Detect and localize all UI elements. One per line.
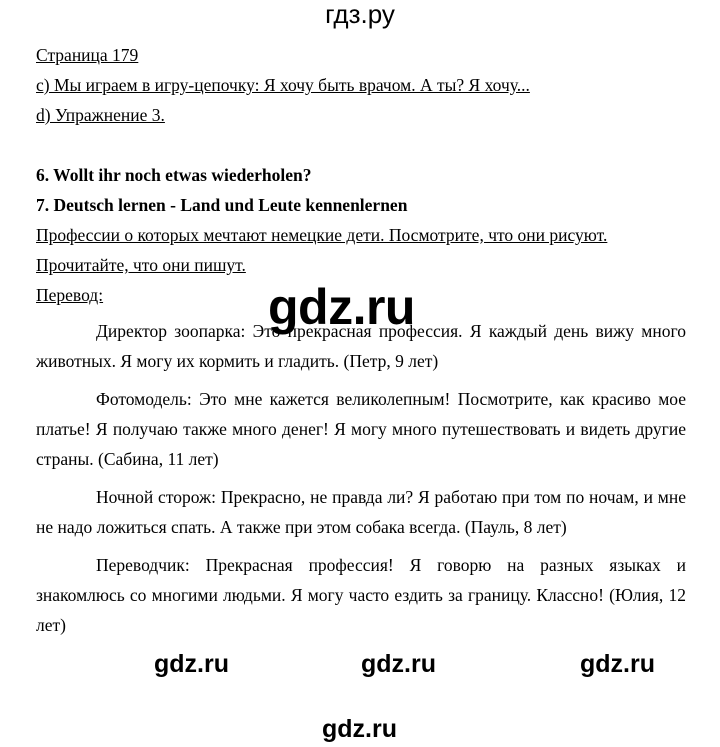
heading-6: 6. Wollt ihr noch etwas wiederholen? (36, 165, 312, 185)
heading-7: 7. Deutsch lernen - Land und Leute kennenlernen (36, 195, 408, 215)
watermark-center: gdz.ru (268, 279, 415, 335)
paragraph-photo-model: Фотомодель: Это мне кажется великолепным! Посмотрите, как красиво мое платье! Я получаю также много денег! Я могу много путешествовать и видеть другие страны. (Сабина, 11 лет) (36, 389, 686, 469)
watermark-footer: gdz.ru (322, 715, 397, 743)
site-header-title: гдз.ру (325, 0, 395, 29)
watermark-bottom-center: gdz.ru (361, 650, 436, 678)
translation-label: Перевод: (36, 285, 104, 305)
paragraph-zoo-director: Директор зоопарка: Это прекрасная профессия. Я каждый день вижу много животных. Я могу их кормить и гладить. (Петр, 9 лет) (36, 321, 686, 371)
task-line-2: Прочитайте, что они пишут. (36, 255, 246, 275)
page-label: Страница 179 (36, 45, 139, 65)
task-line-1: Профессии о которых мечтают немецкие дети. Посмотрите, что они рисуют. (36, 225, 608, 245)
paragraph-night-watchman: Ночной сторож: Прекрасно, не правда ли? Я работаю при том по ночам, и мне не надо ложиться спать. А также при этом собака всегда. (Пауль, 8 лет) (36, 487, 686, 537)
document-body (36, 40, 686, 640)
paragraph-translator: Переводчик: Прекрасная профессия! Я говорю на разных языках и знакомлюсь со многими людьми. Я могу часто ездить за границу. Классно! (Юлия, 12 лет) (36, 555, 686, 635)
watermark-bottom-right: gdz.ru (580, 650, 655, 678)
item-d: d) Упражнение 3. (36, 105, 165, 125)
watermark-bottom-left: gdz.ru (154, 650, 229, 678)
item-c: c) Мы играем в игру-цепочку: Я хочу быть врачом. А ты? Я хочу... (36, 75, 530, 95)
spacer (36, 130, 686, 160)
